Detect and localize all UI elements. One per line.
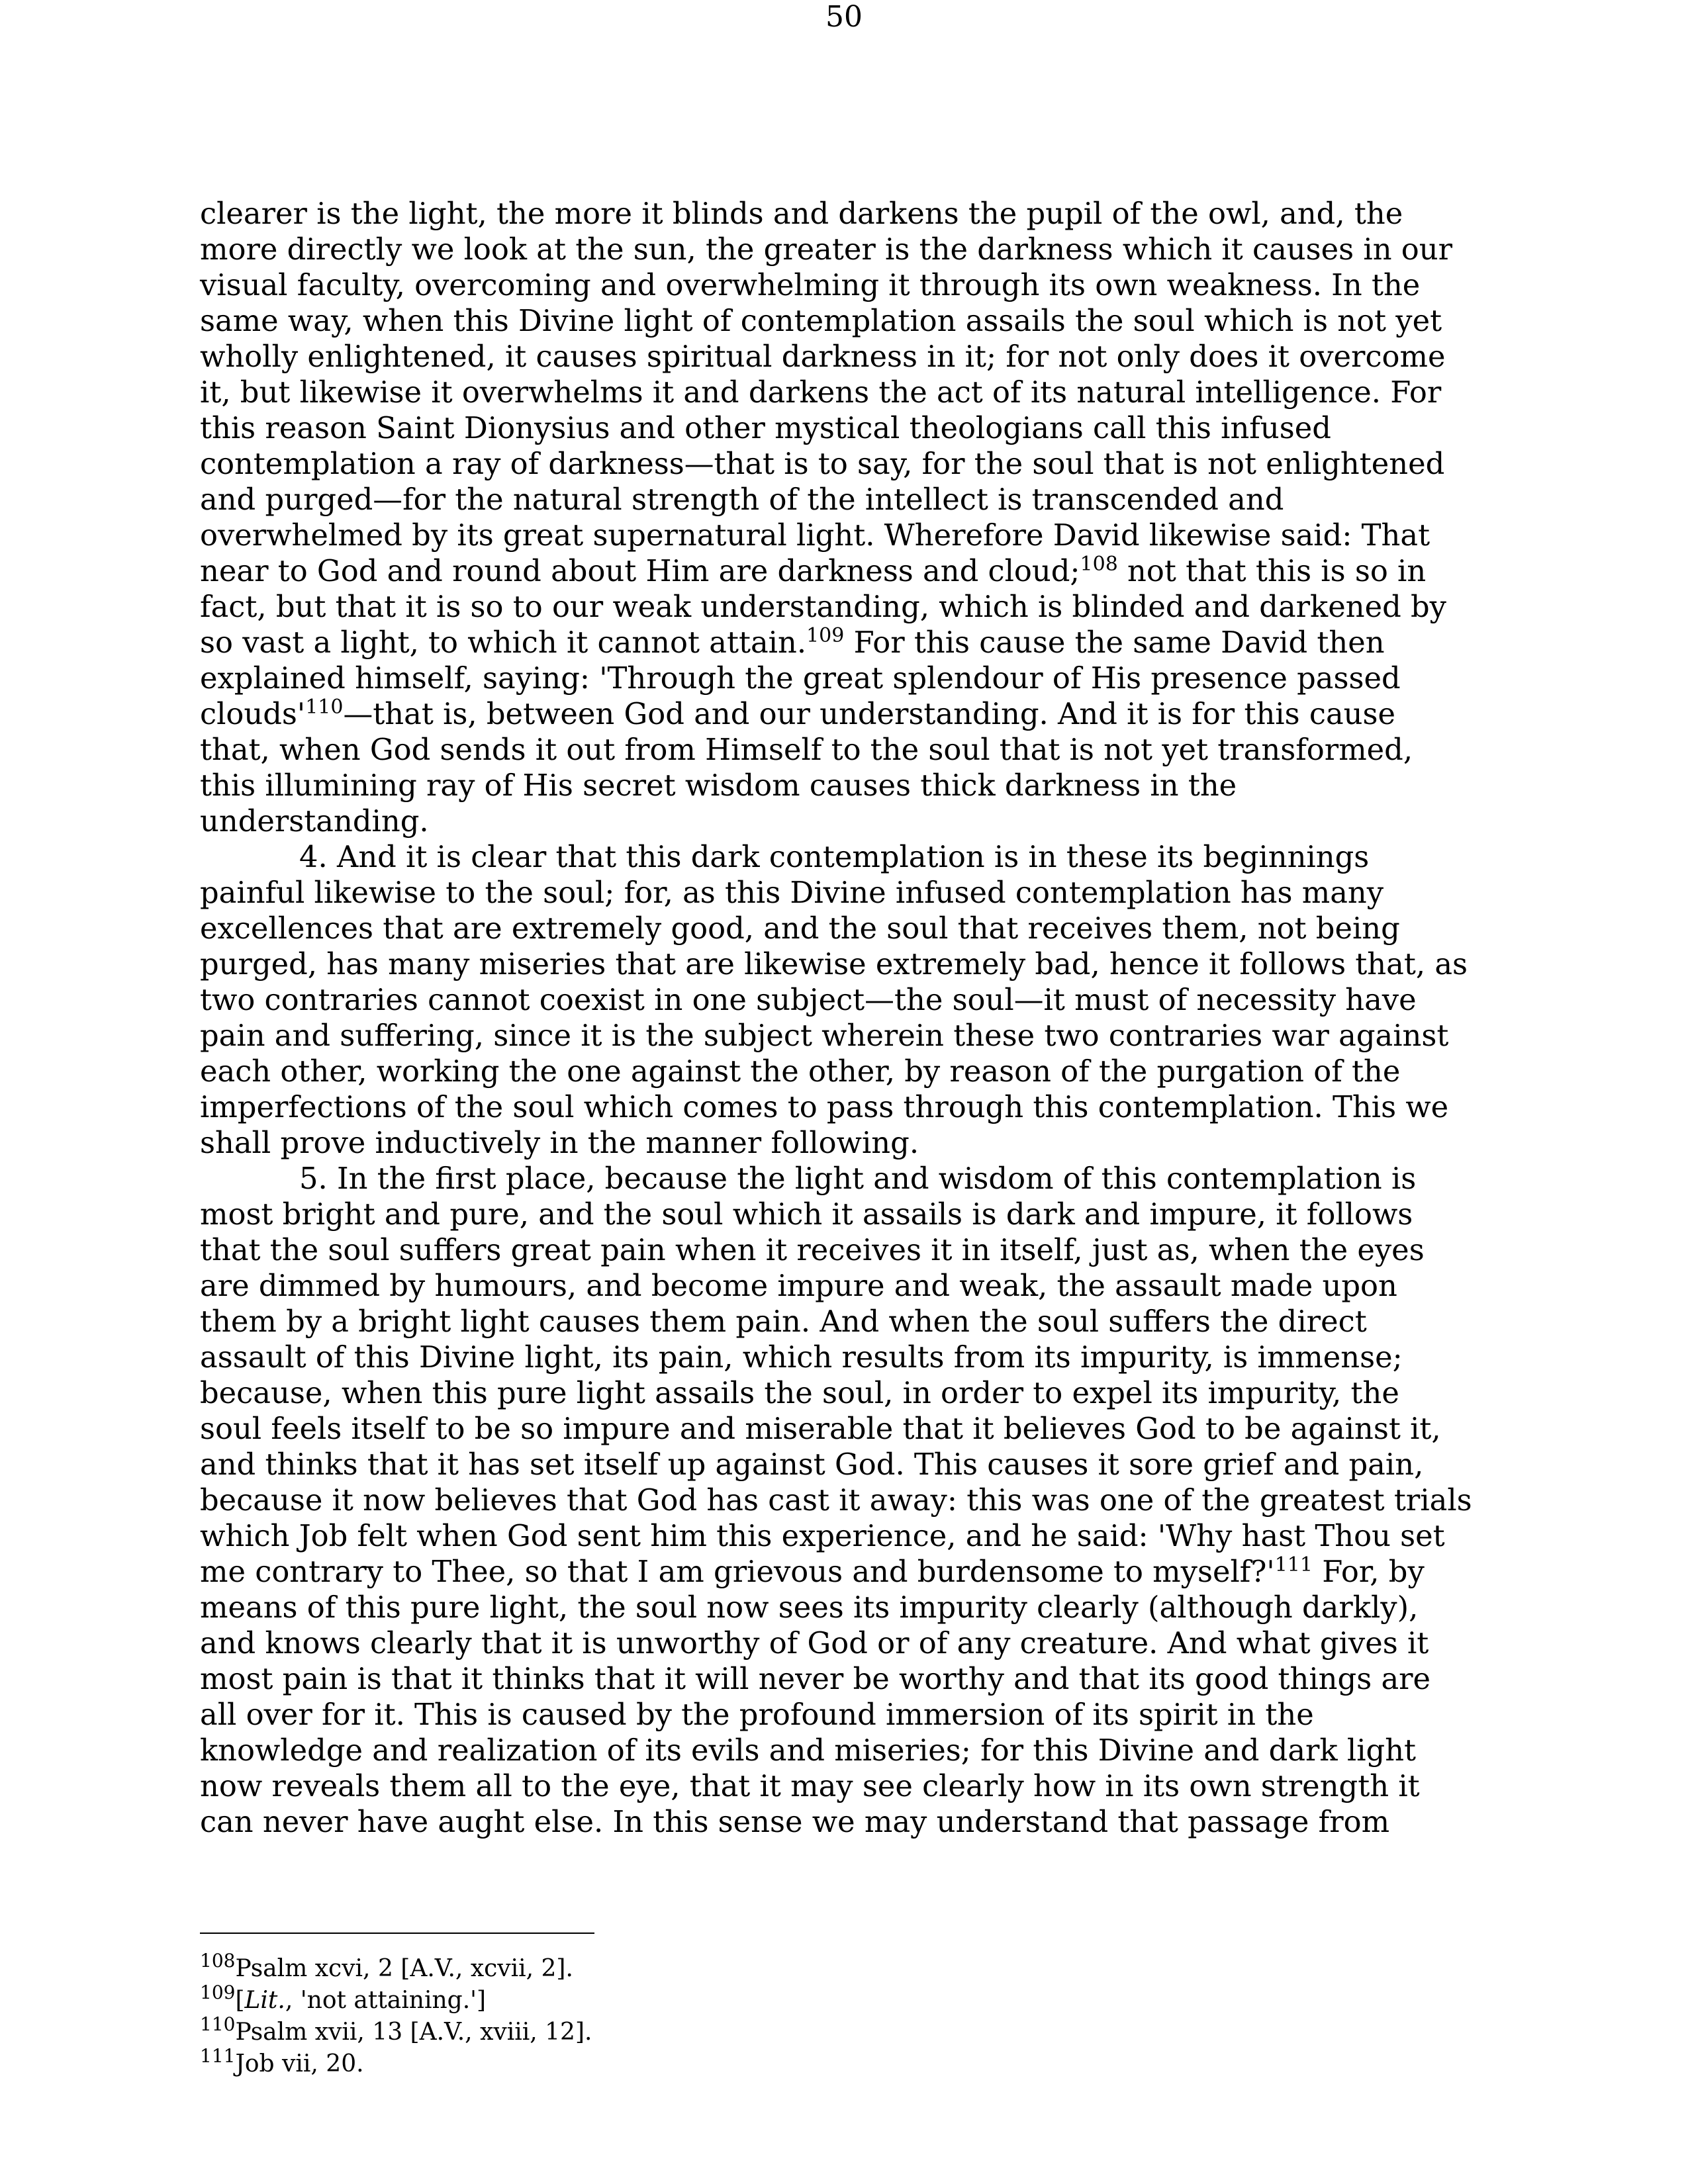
text-line: that, when God sends it out from Himself to the soul that is not yet transformed, [200, 732, 1413, 767]
body-text [200, 196, 1484, 1840]
footnote [200, 1981, 1193, 2017]
text-line: them by a bright light causes them pain. And when the soul suffers the direct [200, 1304, 1367, 1339]
text-line: this illumining ray of His secret wisdom causes thick darkness in the [200, 768, 1237, 803]
footnote-number: 108 [200, 1950, 236, 1972]
text-segment: not that this is so in [1117, 553, 1427, 588]
footnote-number: 110 [200, 2013, 236, 2035]
text-line: all over for it. This is caused by the profound immersion of its spirit in the [200, 1697, 1314, 1732]
text-line: two contraries cannot coexist in one subject—the soul—it must of necessity have [200, 982, 1417, 1017]
text-line: more directly we look at the sun, the greater is the darkness which it causes in our [200, 232, 1453, 267]
text-line: because it now believes that God has cast it away: this was one of the greatest trials [200, 1482, 1472, 1518]
text-line: clearer is the light, the more it blinds and darkens the pupil of the owl, and, the [200, 196, 1403, 231]
footnote [200, 1950, 1193, 1985]
text-line: most bright and pure, and the soul which it assails is dark and impure, it follows [200, 1197, 1413, 1232]
footnote-ref: 108 [1080, 553, 1118, 576]
text-line: pain and suffering, since it is the subject wherein these two contraries war against [200, 1018, 1449, 1053]
text-line: soul feels itself to be so impure and miserable that it believes God to be against it, [200, 1411, 1441, 1446]
text-line: now reveals them all to the eye, that it may see clearly how in its own strength it [200, 1768, 1420, 1803]
footnote-ref: 111 [1274, 1553, 1313, 1576]
text-line: shall prove inductively in the manner following. [200, 1125, 919, 1160]
text-line [200, 1554, 1484, 1590]
footnote-text: Psalm xcvi, 2 [A.V., xcvii, 2]. [235, 1955, 573, 1982]
text-line: 5. In the first place, because the light and wisdom of this contemplation is [299, 1161, 1417, 1196]
footnote-text: , 'not attaining.'] [285, 1987, 487, 2014]
text-segment: near to God and round about Him are darkness and cloud; [200, 553, 1080, 588]
text-line: this reason Saint Dionysius and other mystical theologians call this infused [200, 410, 1331, 445]
text-line: it, but likewise it overwhelms it and darkens the act of its natural intelligence. For [200, 375, 1442, 410]
text-segment: me contrary to Thee, so that I am grievous and burdensome to myself?' [200, 1554, 1275, 1589]
footnote-text: Psalm xvii, 13 [A.V., xviii, 12]. [235, 2019, 592, 2046]
text-line [200, 625, 1484, 660]
text-line: explained himself, saying: 'Through the great splendour of His presence passed [200, 660, 1401, 696]
text-line: because, when this pure light assails the soul, in order to expel its impurity, the [200, 1375, 1399, 1410]
text-segment: clouds' [200, 696, 306, 731]
text-line: can never have aught else. In this sense we may understand that passage from [200, 1804, 1390, 1839]
text-line: which Job felt when God sent him this experience, and he said: 'Why hast Thou set [200, 1518, 1445, 1553]
text-line: means of this pure light, the soul now sees its impurity clearly (although darkly), [200, 1590, 1419, 1625]
text-line: knowledge and realization of its evils and miseries; for this Divine and dark light [200, 1733, 1417, 1768]
page-number: 50 [825, 0, 863, 34]
text-line [200, 553, 1484, 589]
text-line: painful likewise to the soul; for, as this Divine infused contemplation has many [200, 875, 1384, 910]
footnote-rule [200, 1933, 594, 1934]
text-segment: For this cause the same David then [844, 625, 1385, 660]
footnote-italic: Lit. [244, 1987, 285, 2014]
text-line: most pain is that it thinks that it will never be worthy and that its good things are [200, 1661, 1431, 1696]
text-line: visual faculty, overcoming and overwhelming it through its own weakness. In the [200, 267, 1421, 302]
text-line: same way, when this Divine light of contemplation assails the soul which is not yet [200, 303, 1442, 338]
footnote-text: [ [235, 1987, 245, 2014]
footnote [200, 2013, 1193, 2048]
text-line: and purged—for the natural strength of the intellect is transcended and [200, 482, 1284, 517]
text-line: contemplation a ray of darkness—that is to say, for the soul that is not enlightened [200, 446, 1445, 481]
footnote-number: 109 [200, 1981, 236, 2003]
text-segment: For, by [1312, 1554, 1425, 1589]
footnote-ref: 109 [806, 624, 845, 647]
text-line: purged, has many miseries that are likewise extremely bad, hence it follows that, as [200, 946, 1468, 981]
text-line: understanding. [200, 803, 429, 839]
text-line: fact, but that it is so to our weak understanding, which is blinded and darkened by [200, 589, 1446, 624]
text-segment: —that is, between God and our understanding. And it is for this cause [343, 696, 1396, 731]
footnote [200, 2045, 1193, 2080]
text-line: each other, working the one against the other, by reason of the purgation of the [200, 1054, 1401, 1089]
text-line: and knows clearly that it is unworthy of God or of any creature. And what gives it [200, 1625, 1429, 1661]
footnote-number: 111 [200, 2045, 236, 2067]
text-line: and thinks that it has set itself up against God. This causes it sore grief and pain, [200, 1447, 1424, 1482]
text-line: are dimmed by humours, and become impure and weak, the assault made upon [200, 1268, 1397, 1303]
text-segment: so vast a light, to which it cannot attain. [200, 625, 807, 660]
footnote-text: Job vii, 20. [235, 2050, 364, 2077]
text-line: assault of this Divine light, its pain, which results from its impurity, is immense; [200, 1340, 1403, 1375]
text-line: that the soul suffers great pain when it receives it in itself, just as, when the eyes [200, 1232, 1425, 1267]
text-line: overwhelmed by its great supernatural light. Wherefore David likewise said: That [200, 518, 1430, 553]
text-line [200, 696, 1484, 732]
text-line: imperfections of the soul which comes to pass through this contemplation. This we [200, 1089, 1449, 1124]
text-line: 4. And it is clear that this dark contemplation is in these its beginnings [299, 839, 1370, 874]
footnote-ref: 110 [305, 696, 344, 719]
text-line: wholly enlightened, it causes spiritual darkness in it; for not only does it overcome [200, 339, 1446, 374]
text-line: excellences that are extremely good, and the soul that receives them, not being [200, 911, 1400, 946]
footnotes [200, 1950, 1193, 2080]
